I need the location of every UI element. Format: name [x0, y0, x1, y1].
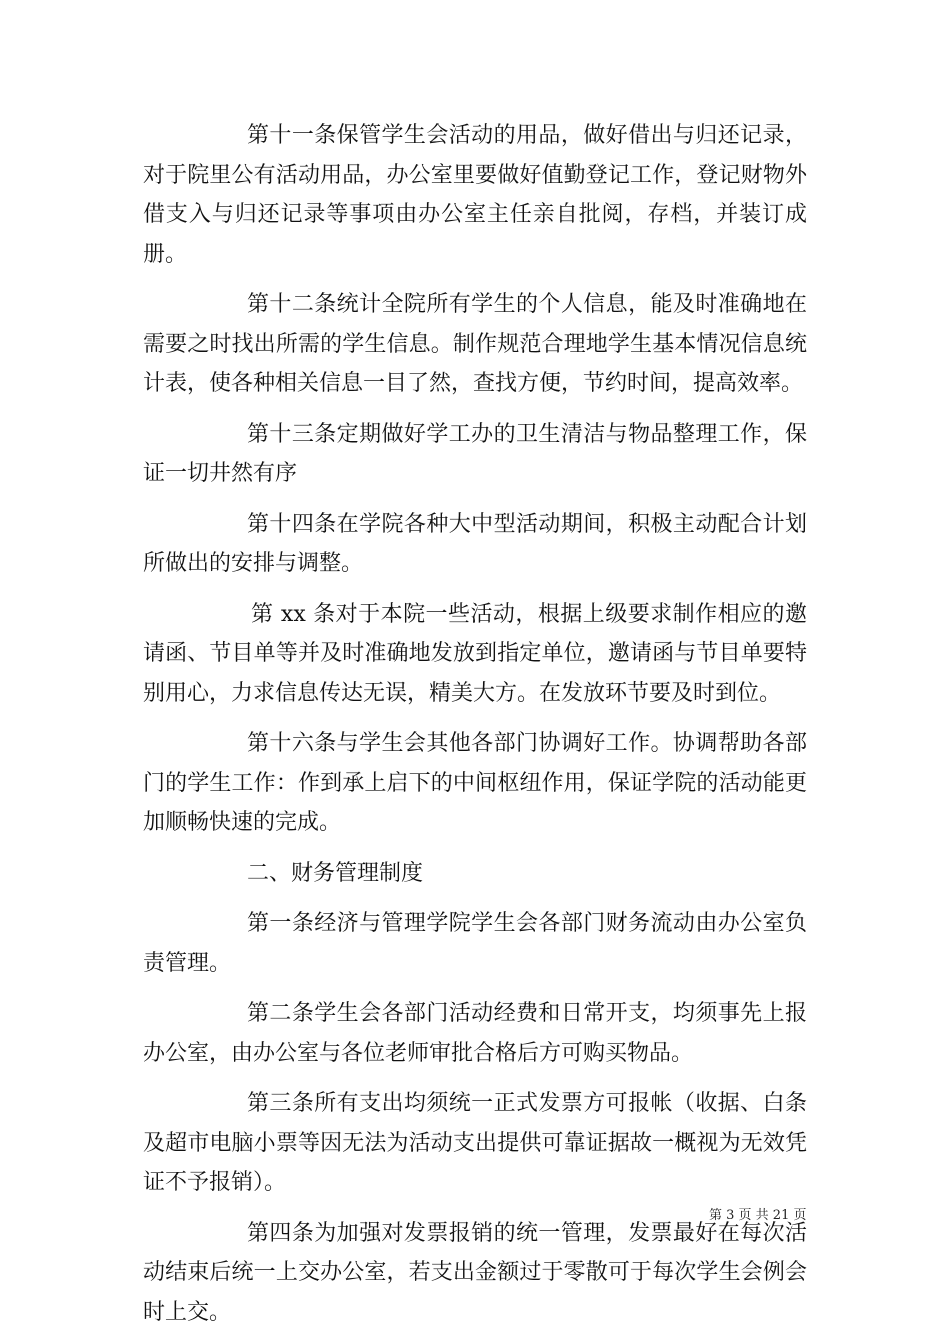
article-12-paragraph: 第十二条统计全院所有学生的个人信息，能及时准确地在需要之时找出所需的学生信息。制作规范合理地学生基本情况信息统计表，使各种相关信息一目了然，查找方便，节约时间，提高效率。: [143, 292, 807, 396]
article-13-paragraph: 第十三条定期做好学工办的卫生清洁与物品整理工作，保证一切井然有序: [143, 421, 807, 486]
page-number-footer: 第 3 页 共 21 页: [709, 1208, 807, 1223]
finance-article-1-paragraph: 第一条经济与管理学院学生会各部门财务流动由办公室负责管理。: [143, 911, 807, 976]
article-11-paragraph: 第十一条保管学生会活动的用品，做好借出与归还记录，对于院里公有活动用品，办公室里要做好值勤登记工作，登记财物外借支入与归还记录等事项由办公室主任亲自批阅，存档，并装订成册。: [143, 123, 807, 267]
article-15-paragraph: 第 xx 条对于本院一些活动，根据上级要求制作相应的邀请函、节目单等并及时准确地发放到指定单位，邀请函与节目单要特别用心，力求信息传达无误，精美大方。在发放环节要及时到位。: [143, 601, 807, 706]
article-16-paragraph: 第十六条与学生会其他各部门协调好工作。协调帮助各部门的学生工作：作到承上启下的中间枢纽作用，保证学院的活动能更加顺畅快速的完成。: [143, 731, 807, 835]
section-heading-finance: 二、财务管理制度: [247, 860, 424, 886]
article-14-paragraph: 第十四条在学院各种大中型活动期间，积极主动配合计划所做出的安排与调整。: [143, 511, 807, 576]
finance-article-3-paragraph: 第三条所有支出均须统一正式发票方可报帐（收据、白条及超市电脑小票等因无法为活动支出提供可靠证据故一概视为无效凭证不予报销）。: [143, 1091, 807, 1195]
finance-article-2-paragraph: 第二条学生会各部门活动经费和日常开支，均须事先上报办公室，由办公室与各位老师审批合格后方可购买物品。: [143, 1001, 807, 1066]
finance-article-4-paragraph: 第四条为加强对发票报销的统一管理，发票最好在每次活动结束后统一上交办公室，若支出金额过于零散可于每次学生会例会时上交。: [143, 1220, 807, 1325]
document-body: [143, 116, 807, 1332]
